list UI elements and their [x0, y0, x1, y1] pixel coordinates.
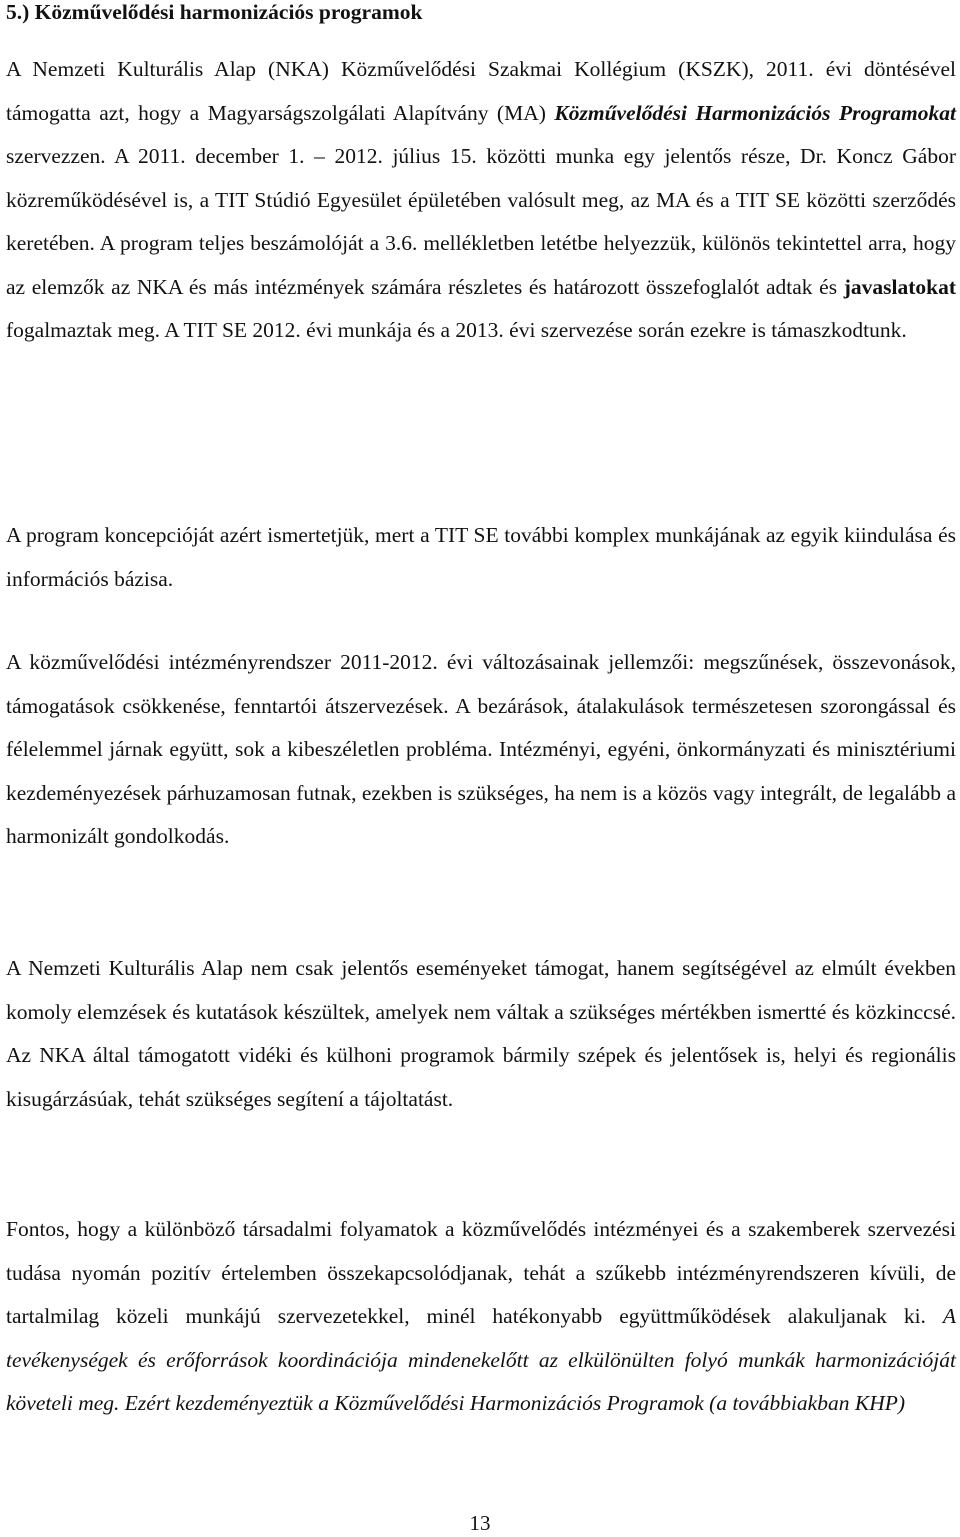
- p1-text-1: A Nemzeti Kulturális Alap (NKA) Közművelődési Szakmai Kollégium (KSZK), 2011. évi döntésével támogatta azt, hogy a Magyarságszolgálati Alapítvány (MA): [6, 57, 956, 125]
- p1-proposals: javaslatokat: [843, 274, 956, 299]
- p1-program-name: Közművelődési Harmonizációs Programokat: [554, 100, 957, 125]
- paragraph-institutional-changes: A közművelődési intézményrendszer 2011-2012. évi változásainak jellemzői: megszűnések, összevonások, támogatások csökkenése, fenntartói átszervezések. A bezárások, átalakulások természetesen szorongással és félelemmel járnak együtt, sok a kibeszéletlen probléma. Intézményi, egyéni, önkormányzati és minisztériumi kezdeményezések párhuzamosan futnak, ezekben is szükséges, ha nem is a közös vagy integrált, de legalább a harmonizált gondolkodás.: [6, 650, 956, 848]
- paragraph-nka-decision: [6, 48, 956, 353]
- page-number: 13: [469, 1511, 491, 1535]
- paragraph-program-concept: A program koncepcióját azért ismertetjük, mert a TIT SE további komplex munkájának az egyik kiindulása és információs bázisa.: [6, 523, 956, 591]
- p5-text-1: Fontos, hogy a különböző társadalmi folyamatok a közművelődés intézményei és a szakemberek szervezési tudása nyomán pozitív értelemben összekapcsolódjanak, tehát a szűkebb intézményrendszeren kívüli, de tartalmilag közeli munkájú szervezetekkel, minél hatékonyabb együttműködések alakuljanak ki.: [6, 1217, 956, 1328]
- paragraph-coordination: [6, 1208, 956, 1426]
- p1-text-3: fogalmaztak meg. A TIT SE 2012. évi munkája és a 2013. évi szervezése során ezekre is támaszkodtunk.: [6, 318, 907, 342]
- paragraph-nka-support: A Nemzeti Kulturális Alap nem csak jelentős eseményeket támogat, hanem segítségével az elmúlt években komoly elemzések és kutatások készültek, amelyek nem váltak a szükséges mértékben ismertté és közkinccsé. Az NKA által támogatott vidéki és külhoni programok bármily szépek és jelentősek is, helyi és regionális kisugárzásúak, tehát szükséges segítení a tájoltatást.: [6, 956, 956, 1111]
- p5-italic-text: A tevékenységek és erőforrások koordinációja mindenekelőtt az elkülönülten folyó munkák harmonizációját követeli meg. Ezért kezdeményeztük a Közművelődési Harmonizációs Programok (a továbbiakban KHP): [6, 1304, 956, 1415]
- p1-text-2: szervezzen. A 2011. december 1. – 2012. július 15. közötti munka egy jelentős része, Dr. Koncz Gábor közreműködésével is, a TIT Stúdió Egyesület épületében valósult meg, az MA és a TIT SE közötti szerződés keretében. A program teljes beszámolóját a 3.6. mellékletben letétbe helyezzük, különös tekintettel arra, hogy az elemzők az NKA és más intézmények számára részletes és határozott összefoglalót adtak és: [6, 144, 956, 299]
- section-heading: 5.) Közművelődési harmonizációs programok: [6, 0, 423, 24]
